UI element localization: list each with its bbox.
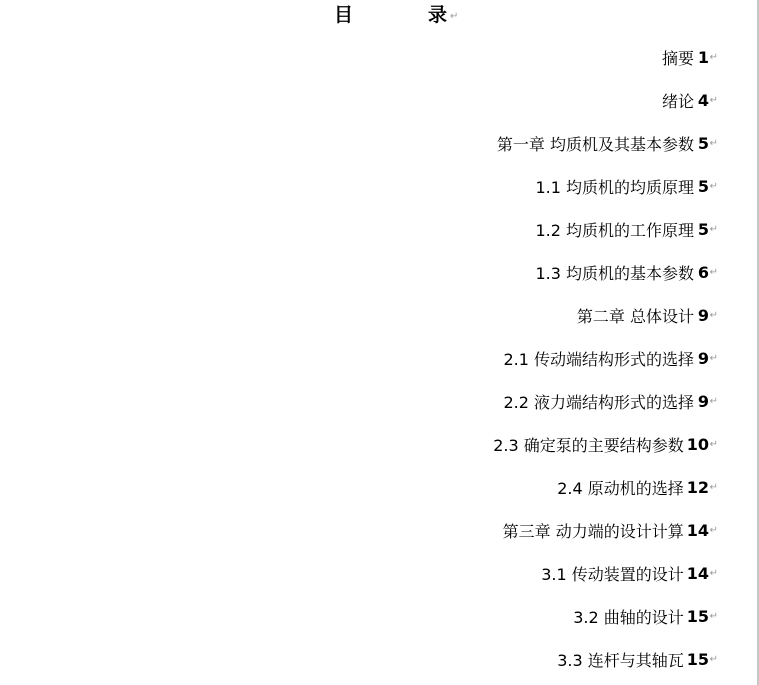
- paragraph-mark-icon: ↵: [709, 654, 718, 665]
- toc-entry-page: 5: [697, 133, 709, 153]
- toc-entry[interactable]: [557, 475, 718, 499]
- toc-entry[interactable]: [535, 174, 718, 198]
- toc-entry[interactable]: [493, 432, 718, 456]
- toc-entry[interactable]: [496, 131, 718, 155]
- toc-entry-page: 6: [697, 262, 709, 282]
- toc-title-char: 录: [428, 4, 448, 26]
- paragraph-mark-icon: ↵: [709, 525, 718, 536]
- paragraph-mark-icon: ↵: [709, 52, 718, 63]
- toc-entry[interactable]: [557, 647, 718, 671]
- toc-entry-text: 摘要: [661, 48, 694, 68]
- paragraph-mark-icon: ↵: [709, 439, 718, 450]
- toc-entry[interactable]: [503, 346, 718, 370]
- toc-entry[interactable]: [541, 561, 718, 585]
- toc-entry-page: 9: [697, 391, 709, 411]
- toc-entry-page: 14: [686, 563, 709, 583]
- paragraph-mark-icon: ↵: [709, 181, 718, 192]
- toc-entry-page: 15: [686, 649, 709, 669]
- toc-entry-page: 5: [697, 219, 709, 239]
- toc-entry-page: 14: [686, 520, 709, 540]
- toc-entry-page: 5: [697, 176, 709, 196]
- toc-entry[interactable]: [573, 604, 718, 628]
- toc-entry-page: 15: [686, 606, 709, 626]
- toc-entry-text: 2.1 传动端结构形式的选择: [503, 349, 694, 369]
- toc-entry-text: 1.1 均质机的均质原理: [535, 177, 694, 197]
- toc-entry[interactable]: [661, 45, 718, 69]
- toc-entry-text: 2.2 液力端结构形式的选择: [503, 392, 694, 412]
- toc-entry-text: 2.3 确定泵的主要结构参数: [493, 435, 684, 455]
- paragraph-mark-icon: ↵: [709, 353, 718, 364]
- paragraph-mark-icon: ↵: [709, 224, 718, 235]
- paragraph-mark-icon: ↵: [709, 568, 718, 579]
- toc-entry[interactable]: [535, 260, 718, 284]
- toc-title: [0, 3, 759, 27]
- toc-entry-page: 9: [697, 305, 709, 325]
- toc-entry-text: 绪论: [661, 91, 694, 111]
- toc-entry[interactable]: [503, 389, 718, 413]
- toc-entry-text: 第一章 均质机及其基本参数: [496, 134, 694, 154]
- toc-entry-page: 10: [686, 434, 709, 454]
- toc-entry-text: 3.1 传动装置的设计: [541, 564, 684, 584]
- paragraph-mark-icon: ↵: [709, 267, 718, 278]
- toc-entry-text: 第二章 总体设计: [576, 306, 694, 326]
- toc-entry-text: 1.3 均质机的基本参数: [535, 263, 694, 283]
- paragraph-mark-icon: ↵: [709, 611, 718, 622]
- toc-entry-page: 9: [697, 348, 709, 368]
- toc-entry[interactable]: [661, 88, 718, 112]
- toc-entry-text: 1.2 均质机的工作原理: [535, 220, 694, 240]
- paragraph-mark-icon: ↵: [709, 138, 718, 149]
- toc-entry-text: 3.3 连杆与其轴瓦: [557, 650, 684, 670]
- toc-entry-text: 2.4 原动机的选择: [557, 478, 684, 498]
- toc-entry[interactable]: [576, 303, 718, 327]
- paragraph-mark-icon: ↵: [709, 396, 718, 407]
- toc-entry-page: 4: [697, 90, 709, 110]
- paragraph-mark-icon: ↵: [709, 482, 718, 493]
- toc-entry-page: 1: [697, 47, 709, 67]
- paragraph-mark-icon: ↵: [450, 11, 459, 22]
- toc-entry[interactable]: [535, 217, 718, 241]
- toc-entry-text: 第三章 动力端的设计计算: [502, 521, 684, 541]
- toc-entry[interactable]: [502, 518, 718, 542]
- paragraph-mark-icon: ↵: [709, 310, 718, 321]
- toc-entry-text: 3.2 曲轴的设计: [573, 607, 684, 627]
- toc-title-char: 目: [334, 4, 354, 26]
- toc-entry-page: 12: [686, 477, 709, 497]
- paragraph-mark-icon: ↵: [709, 95, 718, 106]
